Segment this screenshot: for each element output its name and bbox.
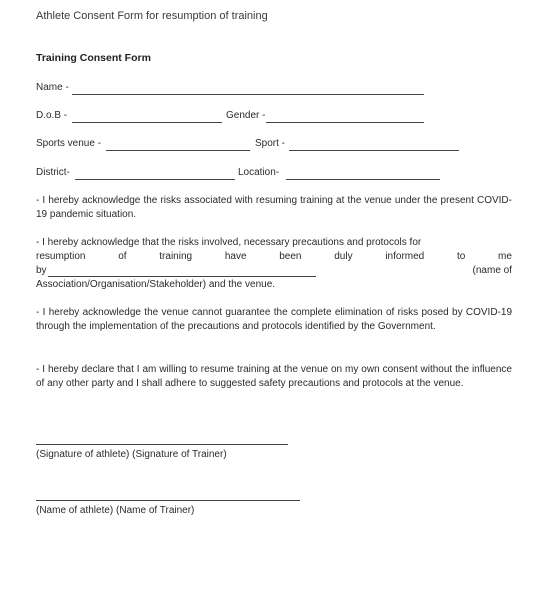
gender-field-line[interactable] — [266, 122, 424, 123]
consent-paragraph-3 — [36, 306, 512, 334]
word: been — [279, 251, 302, 262]
word: of — [118, 251, 127, 262]
name-of-label: (name of — [472, 265, 512, 276]
consent-paragraph-2-line-2 — [36, 250, 512, 264]
consent-paragraph-4-text: - I hereby declare that I am willing to resume training at the venue on my own consent without the influence of any other party and I shall adhere to suggested safety precautions and protocols at the venue. — [36, 364, 512, 389]
sports-venue-field-line[interactable] — [106, 150, 250, 151]
word: resumption — [36, 251, 86, 262]
by-label: by — [36, 265, 47, 276]
consent-paragraph-2-line-3 — [36, 264, 512, 278]
document-header-title: Athlete Consent Form for resumption of training — [36, 10, 268, 22]
name-label: Name - — [36, 82, 69, 93]
dob-label: D.o.B - — [36, 110, 68, 121]
consent-paragraph-2-line-4: Association/Organisation/Stakeholder) and the venue. — [36, 279, 276, 290]
consent-paragraph-2 — [36, 236, 512, 292]
consent-paragraph-4 — [36, 363, 512, 391]
signature-label: (Signature of athlete) (Signature of Trainer) — [36, 449, 227, 460]
word: have — [224, 251, 247, 262]
consent-paragraph-3-text: - I hereby acknowledge the venue cannot guarantee the complete elimination of risks posed by COVID-19 through the implementation of the precautions and protocols identified by the Government. — [36, 307, 512, 332]
word: informed — [385, 251, 425, 262]
consent-paragraph-1 — [36, 194, 512, 222]
name-signature-label: (Name of athlete) (Name of Trainer) — [36, 505, 195, 516]
location-label: Location- — [238, 167, 280, 178]
word: training — [159, 251, 193, 262]
consent-paragraph-2-line-1: - I hereby acknowledge that the risks involved, necessary precautions and protocols for — [36, 237, 422, 248]
dob-field-line[interactable] — [72, 122, 222, 123]
word: me — [498, 251, 512, 262]
sports-venue-label: Sports venue - — [36, 138, 102, 149]
word: duly — [334, 251, 353, 262]
sport-field-line[interactable] — [289, 150, 459, 151]
sport-label: Sport - — [255, 138, 286, 149]
name-field-line[interactable] — [72, 94, 424, 95]
district-field-line[interactable] — [75, 179, 235, 180]
location-field-line[interactable] — [286, 179, 440, 180]
consent-paragraph-1-text: - I hereby acknowledge the risks associated with resuming training at the venue under the present COVID-19 pandemic situation. — [36, 195, 512, 220]
association-field-line[interactable] — [48, 276, 316, 277]
name-signature-line[interactable] — [36, 500, 300, 501]
word: to — [456, 251, 466, 262]
form-title: Training Consent Form — [36, 52, 151, 64]
gender-label: Gender - — [226, 110, 266, 121]
district-label: District- — [36, 167, 70, 178]
signature-line[interactable] — [36, 444, 288, 445]
